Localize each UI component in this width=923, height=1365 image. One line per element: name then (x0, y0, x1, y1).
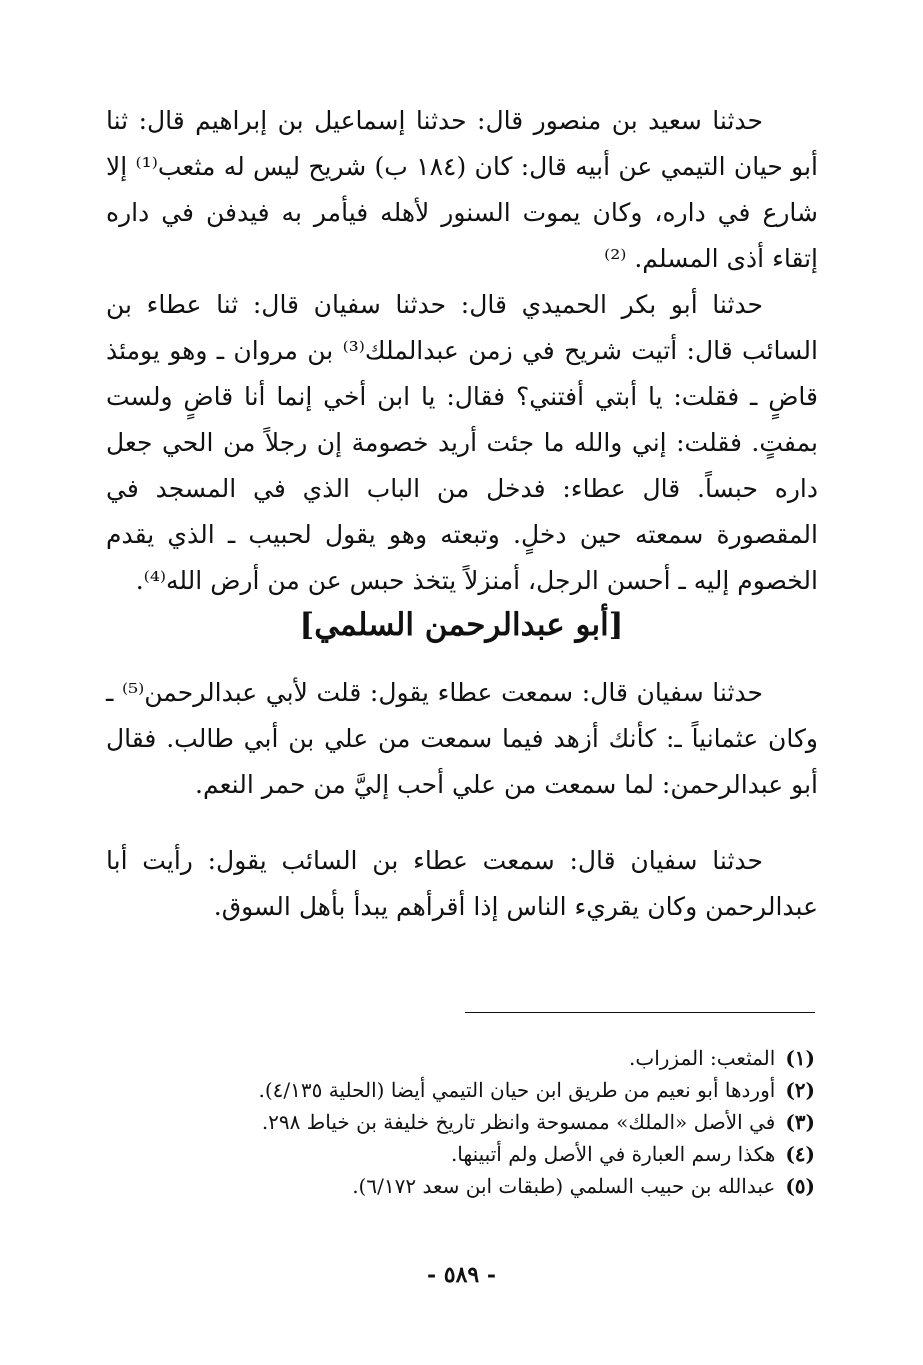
footnotes (115, 1042, 815, 1202)
footnote-text: هكذا رسم العبارة في الأصل ولم أتبينها. (450, 1142, 776, 1166)
footnote-3 (115, 1106, 815, 1138)
footnote-5 (115, 1170, 815, 1202)
paragraph-2: حدثنا أبو بكر الحميدي قال: حدثنا سفيان قال: ثنا عطاء بن السائب قال: أتيت شريح في زمن عبدالملك⁽³⁾ بن مروان ـ وهو يومئذ قاضٍ ـ فقلت: يا أبتي أفتني؟ فقال: يا ابن أخي إنما أنا قاضٍ ولست بمفتٍ. فقلت: إني والله ما جئت أريد خصومة إن رجلاً من الحي جعل داره حبساً. قال عطاء: فدخل من الباب الذي في المسجد في المقصورة سمعته حين دخلٍ. وتبعته وهو يقول لحبيب ـ الذي يقدم الخصوم إليه ـ أحسن الرجل، أمنزلاً يتخذ حبس عن من أرض الله⁽⁴⁾. (106, 290, 818, 595)
footnote-number: (٤) (785, 1142, 815, 1166)
paragraph-shurayh-drain (106, 98, 818, 282)
page-number: - ٥٨٩ - (426, 1262, 497, 1288)
paragraph-1: حدثنا سعيد بن منصور قال: حدثنا إسماعيل بن إبراهيم قال: ثنا أبو حيان التيمي عن أبيه قال: كان (١٨٤ ب) شريح ليس له مثعب⁽¹⁾ إلا شارع في داره، وكان يموت السنور لأهله فيأمر به فيدفن في داره إتقاء أذى المسلم. ⁽²⁾ (106, 106, 818, 273)
paragraph-ata-visit (106, 282, 818, 604)
paragraph-4: حدثنا سفيان قال: سمعت عطاء بن السائب يقول: رأيت أبا عبدالرحمن وكان يقريء الناس إذا أقرأهم يبدأ بأهل السوق. (106, 846, 818, 921)
footnote-number: (١) (785, 1046, 815, 1070)
footnote-text: أوردها أبو نعيم من طريق ابن حيان التيمي أيضا (الحلية ٤/١٣٥). (258, 1078, 776, 1102)
footnote-text: في الأصل «الملك» ممسوحة وانظر تاريخ خليفة بن خياط ٢٩٨. (261, 1110, 776, 1134)
footnote-number: (٥) (785, 1174, 815, 1198)
paragraph-market-people (106, 838, 818, 930)
footnote-number: (٢) (785, 1078, 815, 1102)
paragraph-3: حدثنا سفيان قال: سمعت عطاء يقول: قلت لأبي عبدالرحمن⁽⁵⁾ ـ وكان عثمانياً ـ: كأنك أزهد فيما سمعت من علي بن أبي طالب. فقال أبو عبدالرحمن: لما سمعت من علي أحب إليَّ من حمر النعم. (106, 678, 818, 799)
footnote-text: عبدالله بن حبيب السلمي (طبقات ابن سعد ٦/١٧٢). (352, 1174, 776, 1198)
footnote-number: (٣) (785, 1110, 815, 1134)
footnote-2 (115, 1074, 815, 1106)
footnote-1 (115, 1042, 815, 1074)
paragraph-abu-abdulrahman (106, 670, 818, 808)
footnote-4 (115, 1138, 815, 1170)
section-heading: [أبو عبدالرحمن السلمي] (299, 607, 624, 643)
footnote-divider (465, 1012, 815, 1013)
footnote-text: المثعب: المزراب. (629, 1046, 776, 1070)
